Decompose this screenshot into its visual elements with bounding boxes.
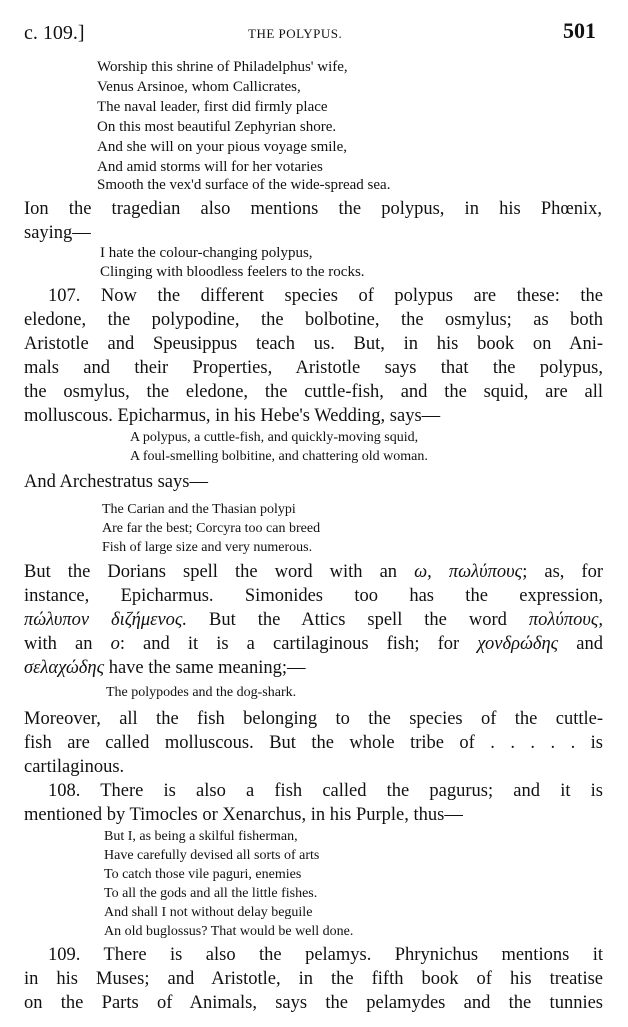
page-number: 501: [563, 18, 596, 43]
verse-line: And amid storms will for her votaries: [97, 159, 323, 175]
text-run: ; as, for: [522, 562, 604, 582]
greek-term: πώλυπον διζήμενος.: [24, 610, 188, 630]
greek-term: ω,: [414, 562, 432, 582]
paragraph-line: in his Muses; and Aristotle, in the fifth book of his treatise: [24, 969, 603, 989]
greek-term: χονδρώδης: [477, 634, 559, 654]
paragraph-line: [24, 656, 305, 680]
paragraph-line: instance, Epicharmus. Simonides too has the expression,: [24, 586, 603, 606]
text-run: But the Dorians spell the word with an: [24, 562, 415, 582]
paragraph-line: [24, 608, 603, 632]
verse-line: I hate the colour-changing polypus,: [100, 245, 313, 261]
verse-line: Have carefully devised all sorts of arts: [104, 848, 320, 863]
verse-line: On this most beautiful Zephyrian shore.: [97, 119, 337, 135]
running-header: [0, 18, 628, 48]
paragraph-line: fish are called molluscous. But the whole tribe of . . . . . is: [24, 733, 603, 753]
verse-line: A polypus, a cuttle-fish, and quickly-moving squid,: [130, 430, 419, 445]
verse-line: Smooth the vex'd surface of the wide-spread sea.: [97, 177, 391, 193]
paragraph-line: [24, 560, 603, 584]
running-title: THE POLYPUS.: [248, 26, 343, 41]
greek-term: πολύπους,: [528, 610, 604, 630]
text-run: But the Attics spell the word: [187, 610, 529, 630]
verse-line: Fish of large size and very numerous.: [102, 540, 313, 555]
text-run: : and it is a cartilaginous fish; for: [119, 634, 478, 654]
verse-line: The naval leader, first did firmly place: [97, 99, 328, 115]
paragraph-line: saying—: [24, 223, 91, 243]
text-run: with an: [24, 634, 111, 654]
paragraph-line: 107. Now the different species of polypus are these: the: [48, 286, 603, 306]
chapter-reference: c. 109.]: [24, 22, 85, 44]
paragraph-line: 108. There is also a fish called the pagurus; and it is: [48, 781, 603, 801]
paragraph-line: cartilaginous.: [24, 757, 125, 777]
paragraph-line: Aristotle and Speusippus teach us. But, in his book on Ani-: [24, 334, 603, 354]
paragraph-line: And Archestratus says—: [24, 472, 208, 492]
text-run: and: [558, 634, 603, 654]
paragraph-line: molluscous. Epicharmus, in his Hebe's Wedding, says—: [24, 406, 441, 426]
paragraph-line: Ion the tragedian also mentions the polypus, in his Phœnix,: [24, 199, 602, 219]
greek-term: σελαχώδης: [24, 658, 105, 678]
paragraph-line: on the Parts of Animals, says the pelamydes and the tunnies: [24, 993, 603, 1013]
paragraph-line: Moreover, all the fish belonging to the species of the cuttle-: [24, 709, 603, 729]
verse-line: Clinging with bloodless feelers to the rocks.: [100, 264, 365, 280]
verse-line: The Carian and the Thasian polypi: [102, 502, 296, 517]
paragraph-line: [24, 632, 603, 656]
verse-line: And shall I not without delay beguile: [104, 905, 313, 920]
greek-term: ο: [110, 634, 120, 654]
verse-line: Venus Arsinoe, whom Callicrates,: [97, 79, 301, 95]
paragraph-line: 109. There is also the pelamys. Phrynichus mentions it: [48, 945, 603, 965]
paragraph-line: mals and their Properties, Aristotle says that the polypus,: [24, 358, 603, 378]
verse-line: Worship this shrine of Philadelphus' wife,: [97, 59, 348, 75]
verse-line: And she will on your pious voyage smile,: [97, 139, 347, 155]
verse-line: The polypodes and the dog-shark.: [106, 685, 297, 700]
verse-line: To all the gods and all the little fishes.: [104, 886, 318, 901]
paragraph-line: the osmylus, the eledone, the cuttle-fish, and the squid, are all: [24, 382, 603, 402]
text-run: have the same meaning;—: [104, 658, 306, 678]
greek-term: πωλύπους: [448, 562, 523, 582]
verse-line: To catch those vile paguri, enemies: [104, 867, 302, 882]
verse-line: But I, as being a skilful fisherman,: [104, 829, 298, 844]
verse-line: A foul-smelling bolbitine, and chattering old woman.: [130, 449, 428, 464]
paragraph-line: eledone, the polypodine, the bolbotine, the osmylus; as both: [24, 310, 603, 330]
verse-line: An old buglossus? That would be well done.: [104, 924, 354, 939]
paragraph-line: mentioned by Timocles or Xenarchus, in his Purple, thus—: [24, 805, 463, 825]
verse-line: Are far the best; Corcyra too can breed: [102, 521, 321, 536]
